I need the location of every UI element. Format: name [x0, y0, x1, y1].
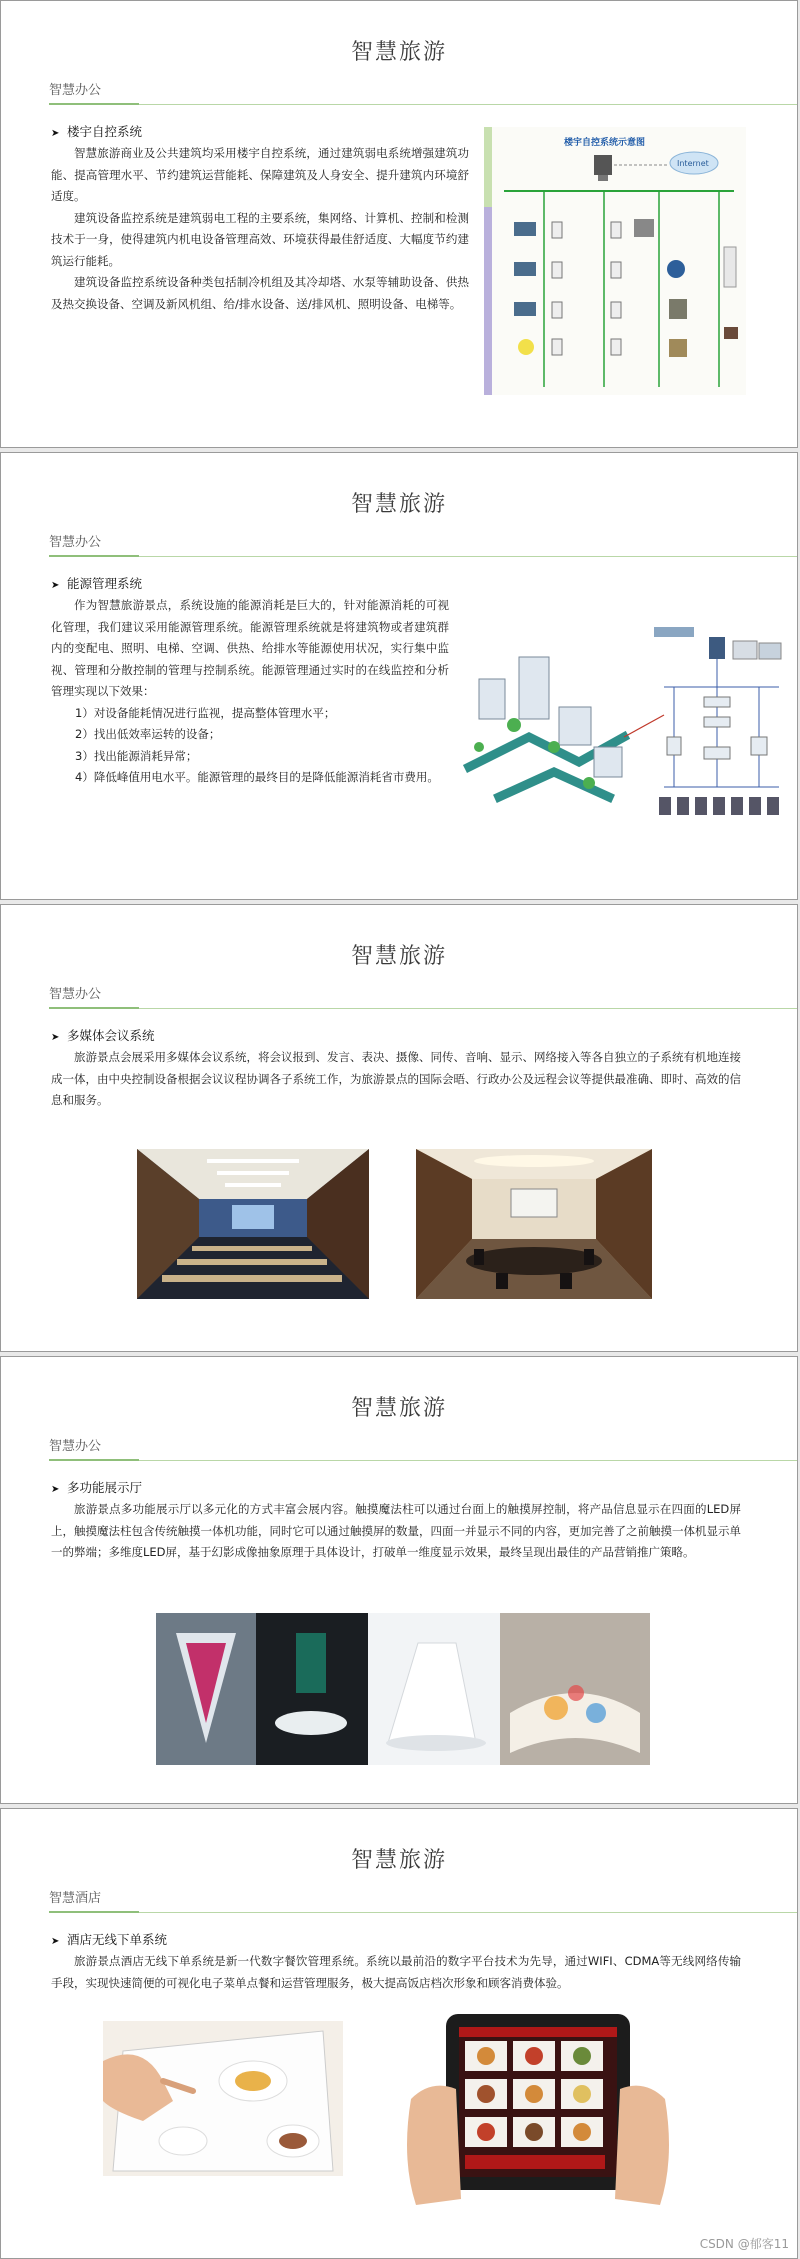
section-heading-text: 楼宇自控系统 — [67, 124, 143, 139]
diagram-title: 楼宇自控系统示意图 — [564, 138, 646, 148]
arrow-bullet-icon: ➤ — [51, 1936, 60, 1947]
paragraph: 建筑设备监控系统是建筑弱电工程的主要系统，集网络、计算机、控制和检测技术于一身，使得建筑内机电设备管理高效、环境获得最佳舒适度、大幅度节约建筑运行能耗。 — [51, 210, 469, 268]
list-item: 1）对设备能耗情况进行监视，提高整体管理水平； — [75, 705, 336, 720]
tablet-ordering-photo — [103, 2021, 343, 2176]
watermark: CSDN @郁客11 — [699, 2237, 789, 2251]
hand-held-tablet-menu-photo — [401, 2009, 675, 2205]
paragraph: 旅游景点会展采用多媒体会议系统，将会议报到、发言、表决、摄像、同传、音响、显示、网络接入等各自独立的子系统有机地连接成一体，由中央控制设备根据会议议程协调各子系统工作，为旅游景点的国际会晤、行政办公及远程会议等提供最准确、即时、高效的信息和服务。 — [51, 1050, 741, 1107]
paragraph: 智慧旅游商业及公共建筑均采用楼宇自控系统，通过建筑弱电系统增强建筑功能、提高管理水平、节约建筑运营能耗、保障建筑及人身安全、提升建筑内环境舒适度。 — [51, 146, 469, 203]
list-item: 4）降低峰值用电水平。能源管理的最终目的是降低能源消耗省市费用。 — [75, 770, 439, 784]
body-text — [51, 1047, 741, 1112]
divider — [49, 1460, 797, 1461]
slide-multimedia-conference — [0, 904, 798, 1352]
slide-title: 智慧旅游 — [350, 944, 447, 969]
meeting-room-photo — [416, 1149, 652, 1299]
conference-hall-photo — [137, 1149, 369, 1299]
slide-subtitle: 智慧办公 — [49, 535, 102, 550]
body-text — [51, 143, 469, 315]
section-heading-text: 能源管理系统 — [67, 576, 143, 591]
slide-subtitle: 智慧酒店 — [49, 1891, 102, 1906]
body-text — [51, 595, 449, 789]
arrow-bullet-icon: ➤ — [51, 1484, 60, 1495]
slide-energy-management — [0, 452, 798, 900]
slide-subtitle: 智慧办公 — [49, 83, 102, 98]
slide-title: 智慧旅游 — [350, 1848, 447, 1873]
section-heading-text: 多功能展示厅 — [67, 1480, 143, 1495]
exhibition-hall-photos — [156, 1613, 650, 1765]
slide-hotel-wireless-ordering — [0, 1808, 798, 2259]
section-heading-text: 多媒体会议系统 — [67, 1028, 155, 1043]
section-heading-text: 酒店无线下单系统 — [67, 1932, 168, 1947]
divider — [49, 1008, 797, 1009]
diagram-internet-label: Internet — [677, 159, 709, 168]
slide-title: 智慧旅游 — [350, 40, 447, 65]
section-heading — [51, 122, 142, 140]
building-automation-diagram — [484, 127, 746, 395]
list-item: 3）找出能源消耗异常； — [75, 748, 198, 763]
section-heading — [51, 1930, 167, 1948]
section-heading — [51, 574, 142, 592]
divider — [49, 556, 797, 557]
paragraph: 作为智慧旅游景点，系统设施的能源消耗是巨大的，针对能源消耗的可视化管理，我们建议采用能源管理系统。能源管理系统就是将建筑物或者建筑群内的变配电、照明、电梯、空调、供热、给排水等能源使用状况，实行集中监视、管理和分散控制的管理与控制系统。能源管理通过实时的在线监控和分析管理实现以下效果： — [51, 598, 449, 698]
effects-list — [51, 703, 449, 789]
section-heading — [51, 1026, 155, 1044]
body-text — [51, 1499, 741, 1564]
section-heading — [51, 1478, 142, 1496]
slide-exhibition-hall — [0, 1356, 798, 1804]
arrow-bullet-icon: ➤ — [51, 128, 60, 139]
arrow-bullet-icon: ➤ — [51, 1032, 60, 1043]
paragraph: 旅游景点多功能展示厅以多元化的方式丰富会展内容。触摸魔法柱可以通过台面上的触摸屏控制，将产品信息显示在四面的LED屏上，触摸魔法柱包含传统触摸一体机功能，同时它可以通过触摸屏的数量，四面一并显示不同的内容，更加完善了之前触摸一体机显示单一的弊端；多维度LED屏，基于幻影成像抽象原理于具体设计，打破单一维度显示效果，最终呈现出最佳的产品营销推广策略。 — [51, 1502, 741, 1559]
slide-subtitle: 智慧办公 — [49, 1439, 102, 1454]
slide-subtitle: 智慧办公 — [49, 987, 102, 1002]
arrow-bullet-icon: ➤ — [51, 580, 60, 591]
slide-title: 智慧旅游 — [350, 1396, 447, 1421]
slide-building-automation — [0, 0, 798, 448]
divider — [49, 1912, 797, 1913]
paragraph: 旅游景点酒店无线下单系统是新一代数字餐饮管理系统。系统以最前沿的数字平台技术为先导，通过WIFI、CDMA等无线网络传输手段，实现快速简便的可视化电子菜单点餐和运营管理服务，极大提高饭店档次形象和顾客消费体验。 — [51, 1954, 741, 1990]
list-item: 2）找出低效率运转的设备； — [75, 727, 221, 741]
slide-title: 智慧旅游 — [350, 492, 447, 517]
body-text — [51, 1951, 741, 1994]
divider — [49, 104, 797, 105]
paragraph: 建筑设备监控系统设备种类包括制冷机组及其冷却塔、水泵等辅助设备、供热及热交换设备、空调及新风机组、给/排水设备、送/排风机、照明设备、电梯等。 — [51, 275, 469, 311]
energy-management-diagram — [459, 597, 793, 831]
